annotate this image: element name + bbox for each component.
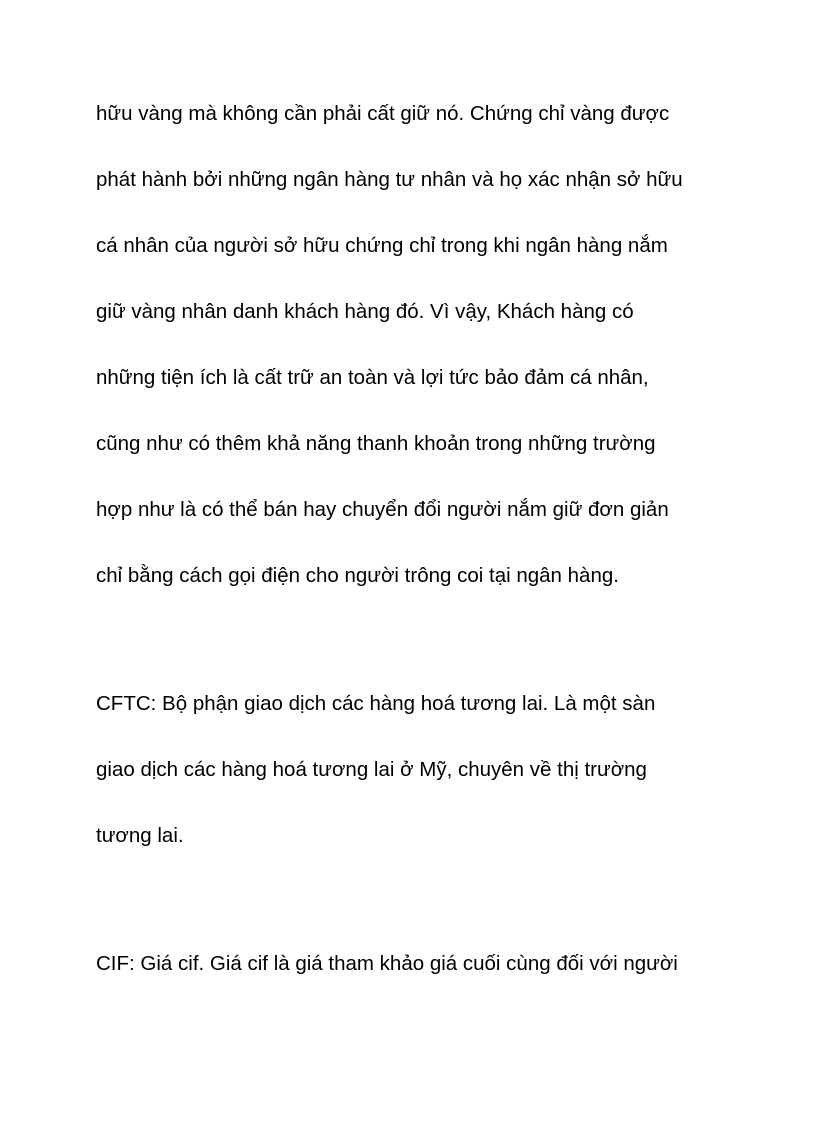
text-line: CIF: Giá cif. Giá cif là giá tham khảo giá cuối cùng đối với người bbox=[96, 952, 678, 975]
text-line: chỉ bằng cách gọi điện cho người trông coi tại ngân hàng. bbox=[96, 564, 619, 587]
text-line: cá nhân của người sở hữu chứng chỉ trong khi ngân hàng nắm bbox=[96, 234, 668, 257]
text-line: cũng như có thêm khả năng thanh khoản trong những trường bbox=[96, 432, 656, 455]
text-line: tương lai. bbox=[96, 824, 184, 847]
text-line: CFTC: Bộ phận giao dịch các hàng hoá tương lai. Là một sàn bbox=[96, 692, 656, 715]
text-line: giao dịch các hàng hoá tương lai ở Mỹ, chuyên về thị trường bbox=[96, 758, 647, 781]
text-line: hợp như là có thể bán hay chuyển đổi người nắm giữ đơn giản bbox=[96, 498, 669, 521]
text-line: hữu vàng mà không cần phải cất giữ nó. Chứng chỉ vàng được bbox=[96, 102, 670, 125]
text-line: phát hành bởi những ngân hàng tư nhân và họ xác nhận sở hữu bbox=[96, 168, 683, 191]
text-line: những tiện ích là cất trữ an toàn và lợi tức bảo đảm cá nhân, bbox=[96, 366, 649, 389]
text-line: giữ vàng nhân danh khách hàng đó. Vì vậy, Khách hàng có bbox=[96, 300, 634, 323]
